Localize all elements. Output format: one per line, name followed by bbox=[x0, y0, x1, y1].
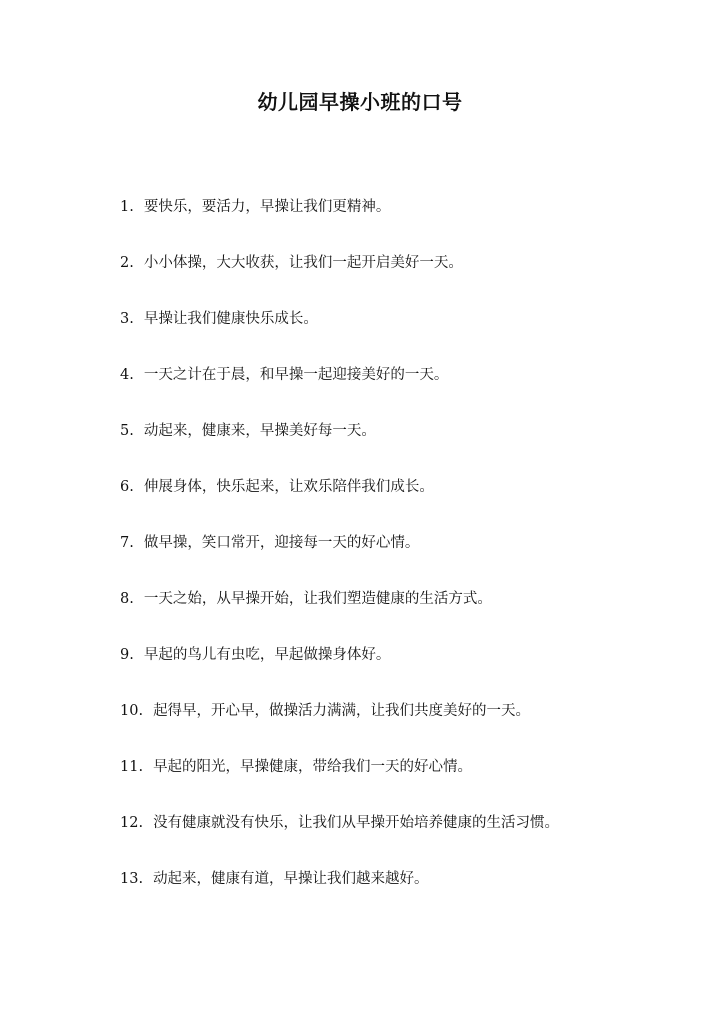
list-item bbox=[120, 586, 680, 642]
item-text: 一天之计在于晨，和早操一起迎接美好的一天。 bbox=[143, 367, 449, 383]
list-item bbox=[120, 474, 680, 530]
item-text: 一天之始，从早操开始，让我们塑造健康的生活方式。 bbox=[143, 591, 492, 607]
list-item bbox=[120, 250, 680, 306]
item-number: 1. bbox=[120, 199, 134, 215]
item-number: 3. bbox=[120, 311, 134, 327]
item-number: 9. bbox=[120, 647, 134, 663]
item-text: 动起来，健康有道，早操让我们越来越好。 bbox=[153, 871, 429, 887]
item-text: 要快乐，要活力，早操让我们更精神。 bbox=[143, 199, 391, 215]
list-item bbox=[120, 530, 680, 586]
item-number: 7. bbox=[120, 535, 134, 551]
list-item bbox=[120, 810, 680, 866]
list-item bbox=[120, 362, 680, 418]
item-text: 早操让我们健康快乐成长。 bbox=[143, 311, 318, 327]
item-text: 没有健康就没有快乐，让我们从早操开始培养健康的生活习惯。 bbox=[153, 815, 560, 831]
item-number: 12. bbox=[120, 815, 144, 831]
list-item bbox=[120, 418, 680, 474]
list-item bbox=[120, 642, 680, 698]
item-number: 6. bbox=[120, 479, 134, 495]
item-number: 11. bbox=[120, 759, 144, 775]
item-text: 伸展身体，快乐起来，让欢乐陪伴我们成长。 bbox=[143, 479, 434, 495]
list-item bbox=[120, 754, 680, 810]
item-number: 8. bbox=[120, 591, 134, 607]
item-text: 早起的鸟儿有虫吃，早起做操身体好。 bbox=[143, 647, 391, 663]
slogan-list bbox=[120, 194, 680, 922]
item-text: 起得早，开心早，做操活力满满，让我们共度美好的一天。 bbox=[153, 703, 531, 719]
item-number: 13. bbox=[120, 871, 144, 887]
item-number: 5. bbox=[120, 423, 134, 439]
item-number: 10. bbox=[120, 703, 144, 719]
item-text: 做早操，笑口常开，迎接每一天的好心情。 bbox=[143, 535, 420, 551]
item-number: 2. bbox=[120, 255, 134, 271]
item-text: 小小体操，大大收获，让我们一起开启美好一天。 bbox=[143, 255, 463, 271]
list-item bbox=[120, 306, 680, 362]
item-text: 动起来，健康来，早操美好每一天。 bbox=[143, 423, 376, 439]
list-item bbox=[120, 698, 680, 754]
item-text: 早起的阳光，早操健康，带给我们一天的好心情。 bbox=[153, 759, 473, 775]
item-number: 4. bbox=[120, 367, 134, 383]
list-item bbox=[120, 194, 680, 250]
document-title: 幼儿园早操小班的口号 bbox=[257, 90, 463, 114]
list-item bbox=[120, 866, 680, 922]
